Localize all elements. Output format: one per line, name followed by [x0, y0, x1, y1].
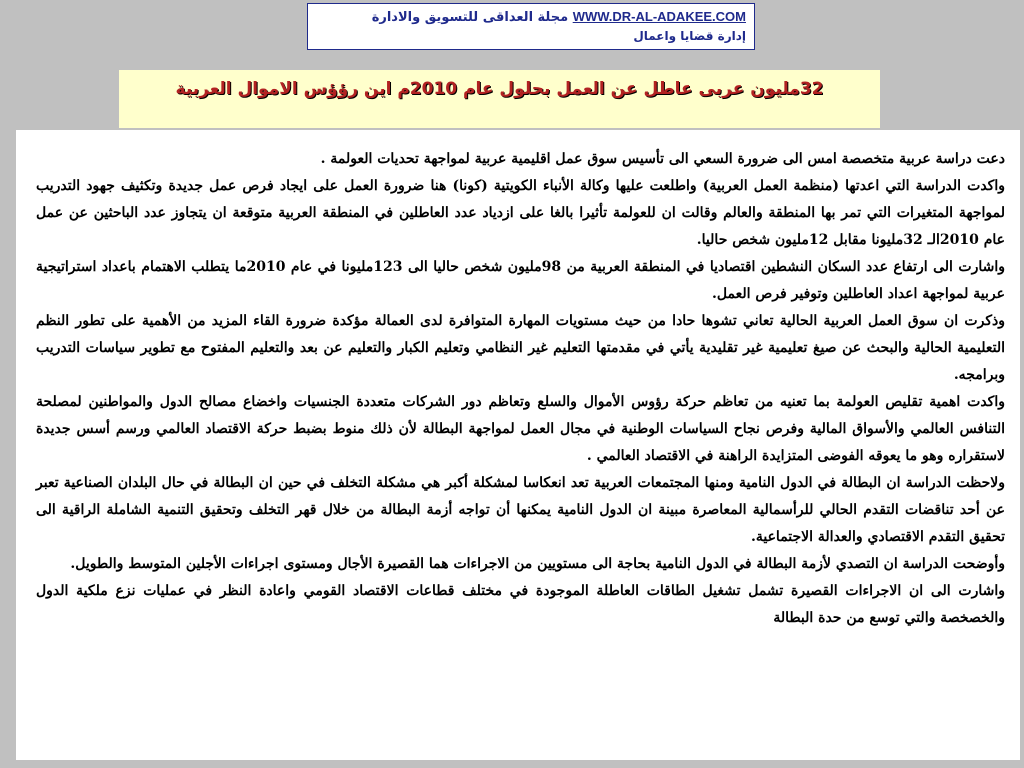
paragraph: واشارت الى ان الاجراءات القصيرة تشمل تشغيل الطاقات العاطلة الموجودة في مختلف قطاعات الاقتصاد القومي واعادة النظر في عمليات نزع ملكية الدول والخصخصة والتي توسع من حدة البطالة: [36, 583, 1005, 626]
article-body: [16, 130, 1020, 760]
paragraph: ولاحظت الدراسة ان البطالة في الدول النامية ومنها المجتمعات العربية تعد انعكاسا لمشكلة أكبر هي مشكلة التخلف في حين ان البطالة في حال البلدان الصناعية تعبر عن أحد تناقضات التقدم الحالي للرأسمالية المعاصرة مبينة ان الدول النامية يمكنها أن تواجه أزمة البطالة من خلال قهر التخلف وتحقيق التنمية الشاملة الراقية الى تحقيق التقدم الاقتصادي والعدالة الاجتماعية.: [36, 475, 1005, 545]
website-link[interactable]: WWW.DR-AL-ADAKEE.COM: [572, 9, 746, 24]
paragraph: واكدت اهمية تقليص العولمة بما تعنيه من تعاظم حركة رؤوس الأموال والسلع وتعاظم دور الشركات متعددة الجنسيات واخضاع مصالح الدول والمواطنين لمصلحة التنافس العالمي والأسواق المالية وفرص نجاح السياسات الوطنية في مجال العمل لمواجهة البطالة لأن ذلك منوط بضبط حركة الاقتصاد العالمي ورسم أسس جديدة لاستقراره وهو ما يعوقه الفوضى المتزايدة الراهنة في الاقتصاد العالمي .: [36, 394, 1005, 464]
paragraph: واشارت الى ارتفاع عدد السكان النشطين اقتصاديا في المنطقة العربية من 98مليون شخص حاليا الى 123مليونا في عام 2010ما يتطلب الاهتمام باعداد استراتيجية عربية لمواجهة اعداد العاطلين وتوفير فرص العمل.: [36, 259, 1005, 302]
section-name: إدارة قضايا واعمال: [633, 29, 746, 43]
page-title: 32مليون عربى عاطل عن العمل بحلول عام 2010م اين رؤؤس الاموال العربية: [175, 79, 824, 99]
paragraph: دعت دراسة عربية متخصصة امس الى ضرورة السعي الى تأسيس سوق عمل اقليمية عربية لمواجهة تحديات العولمة .: [320, 151, 1005, 167]
header-line: [316, 8, 746, 27]
title-banner: [119, 70, 880, 128]
header-box: [307, 3, 755, 50]
paragraph: وذكرت ان سوق العمل العربية الحالية تعاني تشوها حادا من حيث مستويات المهارة المتوافرة لدى العمالة مؤكدة ضرورة القاء المزيد من الأهمية على تطور النظم التعليمية الحالية والبحث عن صيغ تعليمية غير تقليدية يأتي في مقدمتها التعليم غير النظامي وتعليم الكبار والتعليم عن بعد والتعليم المفتوح مع تطوير سياسات التدريب وبرامجه.: [36, 313, 1005, 383]
paragraph: وأوضحت الدراسة ان التصدي لأزمة البطالة في الدول النامية بحاجة الى مستويين من الاجراءات هما القصيرة الأجال ومستوى اجراءات الأجلين المتوسط والطويل.: [70, 556, 1005, 572]
paragraph: واكدت الدراسة التي اعدتها (منظمة العمل العربية) واطلعت عليها وكالة الأنباء الكويتية (كونا) هنا ضرورة العمل على ايجاد فرص عمل جديدة وتكثيف جهود التدريب لمواجهة المتغيرات التي تمر بها المنطقة والعالم وقالت ان للعولمة تأثيرا بالغا على ازدياد عدد العاطلين في المنطقة العربية متوقعة ان يتجاوز عدد الباحثين عن عمل عام 2010الـ 32مليونا مقابل 12مليون شخص حاليا.: [36, 178, 1005, 248]
magazine-name: مجلة العداقى للتسويق والادارة: [371, 10, 569, 25]
